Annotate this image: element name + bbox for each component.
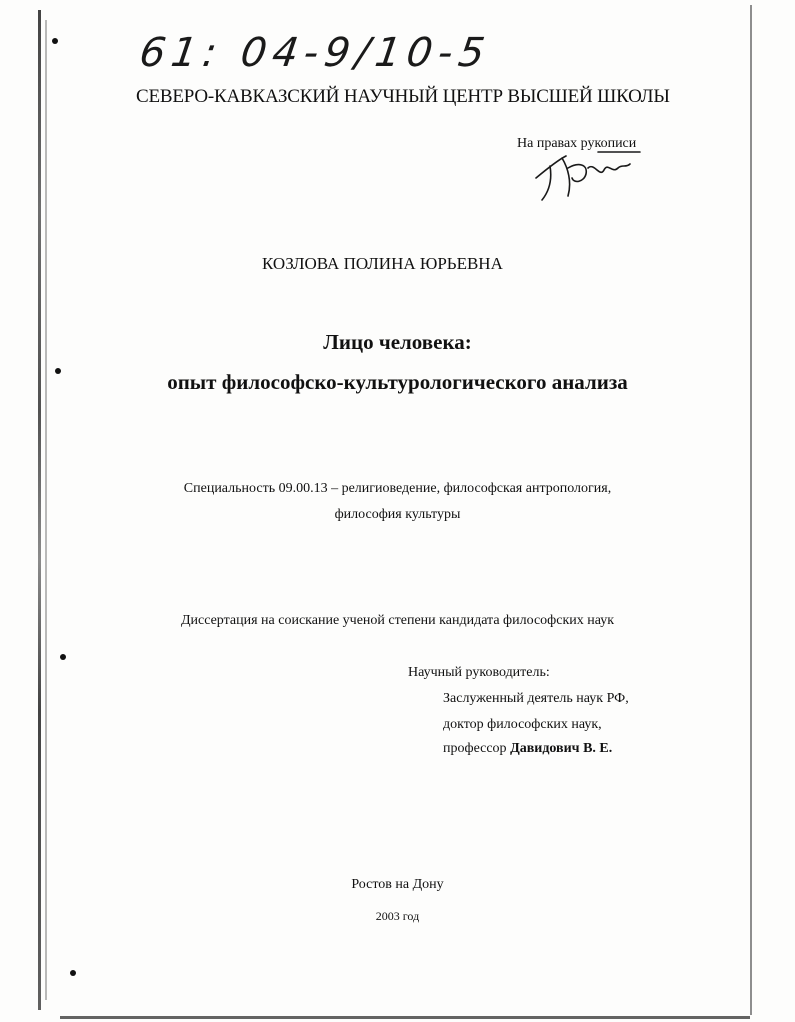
supervisor-degree: доктор философских наук,	[443, 717, 602, 732]
scan-dot	[52, 38, 58, 44]
scan-dot	[60, 654, 66, 660]
signature-icon	[528, 138, 648, 208]
manuscript-note: На правах рукописи	[517, 136, 637, 151]
institution-name: СЕВЕРО-КАВКАЗСКИЙ НАУЧНЫЙ ЦЕНТР ВЫСШЕЙ ШКОЛЫ	[136, 86, 670, 107]
author-name: КОЗЛОВА ПОЛИНА ЮРЬЕВНА	[262, 254, 503, 273]
year: 2003 год	[375, 909, 420, 923]
thesis-title-line2: опыт философско-культурологического анализа	[167, 370, 628, 394]
specialty-line2: философия культуры	[334, 507, 461, 522]
supervisor-title: профессор	[443, 741, 511, 756]
supervisor-honor: Заслуженный деятель наук РФ,	[443, 691, 629, 706]
specialty-line1: Специальность 09.00.13 – религиоведение, философская антропология,	[183, 481, 612, 496]
supervisor-label: Научный руководитель:	[408, 665, 550, 680]
thesis-title-line1: Лицо человека:	[323, 330, 472, 354]
scan-edge-bottom	[60, 1016, 750, 1019]
dissertation-statement: Диссертация на соискание ученой степени кандидата философских наук	[180, 613, 615, 628]
supervisor-name-line	[443, 741, 612, 757]
city: Ростов на Дону	[351, 877, 444, 892]
scan-dot	[70, 970, 76, 976]
archive-code: 61: 04-9/10-5	[136, 30, 494, 76]
supervisor-name: Давидович В. Е.	[510, 741, 613, 756]
